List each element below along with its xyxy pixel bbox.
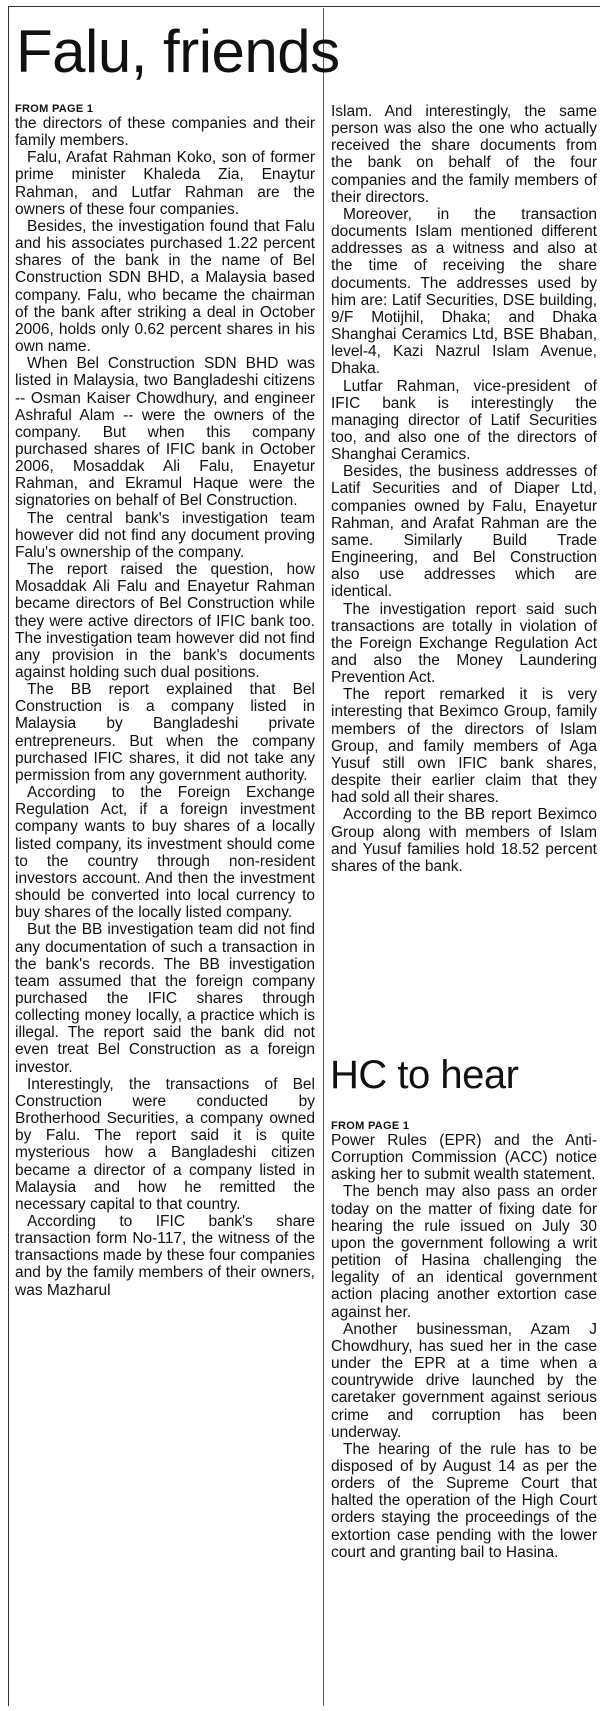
article-headline-hc-to-hear: HC to hear — [330, 1053, 519, 1097]
article-headline-falu-friends: Falu, friends — [16, 18, 340, 85]
article1-paragraph: Lutfar Rahman, vice-president of IFIC bank is interestingly the managing director of Latif Securities too, and also one of the directors of Shanghai Ceramics. — [331, 377, 597, 464]
article2-kicker: FROM PAGE 1 — [331, 1120, 410, 1132]
article1-paragraph: According to IFIC bank's share transaction form No-117, the witness of the transactions made by these four companies and by the family members of their owners, was Mazharul — [15, 1213, 315, 1299]
article1-paragraph: Besides, the investigation found that Falu and his associates purchased 1.22 percent shares of the bank in the name of Bel Construction SDN BHD, a Malaysia based company. Falu, who became the chairman of the bank after striking a deal in October 2006, holds only 0.62 percent shares in his own name. — [15, 217, 315, 356]
article1-kicker: FROM PAGE 1 — [15, 103, 94, 115]
article1-paragraph: The BB report explained that Bel Construction is a company listed in Malaysia by Bangladeshi private entrepreneurs. But when the company purchased IFIC shares, it did not take any permission from any government authority. — [15, 681, 315, 784]
article1-paragraph: The central bank's investigation team however did not find any document proving Falu's ownership of the company. — [15, 509, 315, 561]
article1-paragraph: But the BB investigation team did not find any documentation of such a transaction in the bank's records. The BB investigation team assumed that the foreign company purchased the IFIC shares through collecting money locally, a practice which is illegal. The report said the bank did not even treat Bel Construction as a foreign investor. — [15, 921, 315, 1076]
article1-paragraph: Islam. And interestingly, the same person was also the one who actually received the share documents from the bank on behalf of the four companies and the family members of their directors. — [331, 103, 597, 206]
article2-paragraph: Another businessman, Azam J Chowdhury, has sued her in the case under the EPR at a time when a countrywide drive launched by the caretaker government against serious crime and corruption has been underway. — [331, 1320, 597, 1441]
article2-paragraph: Power Rules (EPR) and the Anti-Corruption Commission (ACC) notice asking her to submit wealth statement. — [331, 1132, 597, 1184]
article2-paragraph: The hearing of the rule has to be disposed of by August 14 as per the orders of the Supreme Court that halted the operation of the High Court orders staying the proceedings of the extortion case pending with the lower court and granting bail to Hasina. — [331, 1440, 597, 1561]
top-border-rule — [8, 6, 600, 7]
article1-paragraph: Besides, the business addresses of Latif Securities and of Diaper Ltd, companies owned by Falu, Enayetur Rahman, and Arafat Rahman are the same. Similarly Build Trade Engineering, and Bel Construction also use addresses which are identical. — [331, 463, 597, 601]
article1-paragraph: Falu, Arafat Rahman Koko, son of former prime minister Khaleda Zia, Enaytur Rahman, and Lutfar Rahman are the owners of these four companies. — [15, 149, 315, 218]
article2-paragraph: The bench may also pass an order today on the matter of fixing date for hearing the rule issued on July 30 upon the government following a writ petition of Hasina challenging the legality of an identical government action placing another extortion case against her. — [331, 1183, 597, 1321]
article1-paragraph: Moreover, in the transaction documents Islam mentioned different addresses as a witness and also at the time of receiving the share documents. The addresses used by him are: Latif Securities, DSE building, 9/F Motijhil, Dhaka; and Dhaka Shanghai Ceramics Ltd, BSE Bhaban, level-4, Kazi Nazrul Islam Avenue, Dhaka. — [331, 205, 597, 378]
article2-column — [331, 1120, 597, 1561]
article1-paragraph: the directors of these companies and their family members. — [15, 115, 315, 150]
column-divider — [323, 8, 324, 1706]
article1-paragraph: According to the Foreign Exchange Regulation Act, if a foreign investment company wants to buy shares of a locally listed company, its investment should come to the country through non-resident investors account. And then the investment should be converted into local currency to buy shares of the locally listed company. — [15, 784, 315, 922]
article1-column-1 — [15, 103, 315, 1299]
article1-paragraph: The report raised the question, how Mosaddak Ali Falu and Enayetur Rahman became directors of Bel Construction while they were active directors of IFIC bank too. The investigation team however did not find any provision in the bank's documents against holding such dual positions. — [15, 561, 315, 681]
article1-paragraph: The report remarked it is very interesting that Beximco Group, family members of the directors of Islam Group, and family members of Aga Yusuf still own IFIC bank shares, despite their earlier claim that they had sold all their shares. — [331, 686, 597, 807]
article1-column-2 — [331, 103, 597, 875]
article1-paragraph: The investigation report said such transactions are totally in violation of the Foreign Exchange Regulation Act and also the Money Laundering Prevention Act. — [331, 600, 597, 687]
left-border-rule — [8, 6, 9, 1706]
article1-paragraph: When Bel Construction SDN BHD was listed in Malaysia, two Bangladeshi citizens -- Osman Kaiser Chowdhury, and engineer Ashraful Alam -- were the owners of the company. But when this company purchased shares of IFIC bank in October 2006, Mosaddak Ali Falu, Enayetur Rahman, and Ekramul Haque were the signatories on behalf of Bel Construction. — [15, 355, 315, 510]
article1-paragraph: According to the BB report Beximco Group along with members of Islam and Yusuf families hold 18.52 percent shares of the bank. — [331, 806, 597, 875]
article1-paragraph: Interestingly, the transactions of Bel Construction were conducted by Brotherhood Securities, a company owned by Falu. The report said it is quite mysterious how a Bangladeshi citizen became a director of a company listed in Malaysia and how he remitted the necessary capital to that country. — [15, 1075, 315, 1213]
